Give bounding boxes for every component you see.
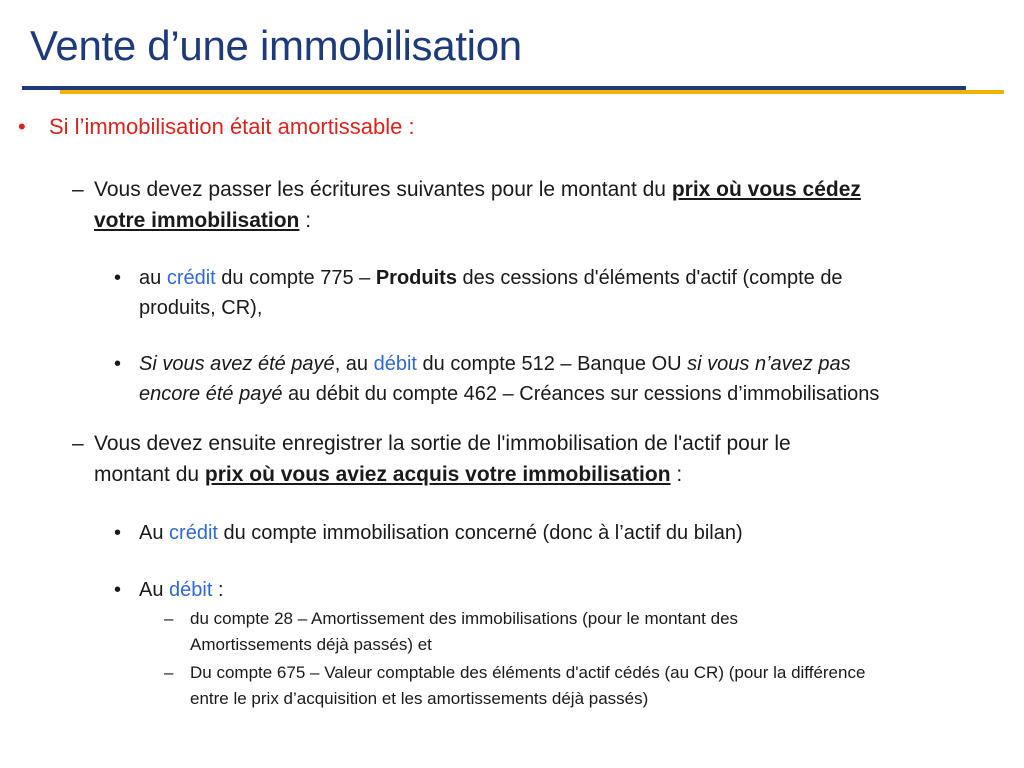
compte-675-line1: Du compte 675 – Valeur comptable des éléments d'actif cédés (au CR) (pour la différence: [190, 663, 866, 682]
italic-si-paye: Si vous avez été payé: [139, 353, 335, 375]
slide-title: Vente d’une immobilisation: [30, 22, 522, 69]
debit-colon: :: [212, 579, 224, 601]
debit-512-mid: du compte 512 – Banque OU: [416, 353, 688, 375]
credit-immo-pre: Au: [139, 522, 170, 544]
emphasis-votre-immobilisation: votre immobilisation: [94, 209, 300, 232]
title-rule-blue: [22, 86, 966, 90]
keyword-debit: débit: [373, 353, 417, 375]
bullet-marker: •: [18, 114, 26, 139]
emphasis-produits: Produits: [375, 267, 457, 289]
sortie-line1: Vous devez ensuite enregistrer la sortie de l'immobilisation de l'actif pour le: [94, 432, 791, 455]
keyword-credit: crédit: [166, 267, 216, 289]
compte-28-line2: Amortissements déjà passés) et: [190, 635, 432, 654]
emphasis-prix-acquis: prix où vous aviez acquis votre immobilisation: [204, 463, 671, 486]
ecritures-colon: :: [299, 209, 312, 232]
compte-28-line1: du compte 28 – Amortissement des immobilisations (pour le montant des: [190, 609, 739, 628]
compte-675-line2: entre le prix d’acquisition et les amortissements déjà passés): [190, 689, 649, 708]
debit-512-line2: au débit du compte 462 – Créances sur cessions d’immobilisations: [282, 383, 880, 405]
keyword-credit: crédit: [169, 522, 218, 544]
bullet-marker: •: [114, 579, 122, 601]
bullet-marker: •: [114, 353, 122, 375]
debit-pre: Au: [139, 579, 170, 601]
dash-marker: –: [72, 178, 84, 201]
credit-immo-post: du compte immobilisation concerné (donc à l’actif du bilan): [217, 522, 743, 544]
bullet-text: Si l’immobilisation était amortissable :: [49, 114, 415, 139]
credit-775-line2: produits, CR),: [139, 297, 263, 319]
credit-775-post: des cessions d'éléments d'actif (compte de: [456, 267, 843, 289]
italic-encore-paye: encore été payé: [139, 383, 283, 405]
dash-marker: –: [164, 609, 174, 628]
title-rule-gold: [60, 90, 1004, 94]
emphasis-prix-cedez: prix où vous cédez: [671, 178, 861, 201]
dash-marker: –: [164, 663, 174, 682]
keyword-debit: débit: [169, 579, 213, 601]
credit-775-pre: au: [139, 267, 167, 289]
sortie-colon: :: [670, 463, 683, 486]
debit-512-pre: , au: [334, 353, 374, 375]
sortie-line2-pre: montant du: [94, 463, 205, 486]
italic-si-pas: si vous n’avez pas: [687, 353, 851, 375]
bullet-marker: •: [114, 522, 122, 544]
dash-marker: –: [72, 432, 84, 455]
ecritures-text: Vous devez passer les écritures suivantes pour le montant du: [94, 178, 672, 201]
credit-775-mid: du compte 775 –: [215, 267, 376, 289]
bullet-marker: •: [114, 267, 122, 289]
